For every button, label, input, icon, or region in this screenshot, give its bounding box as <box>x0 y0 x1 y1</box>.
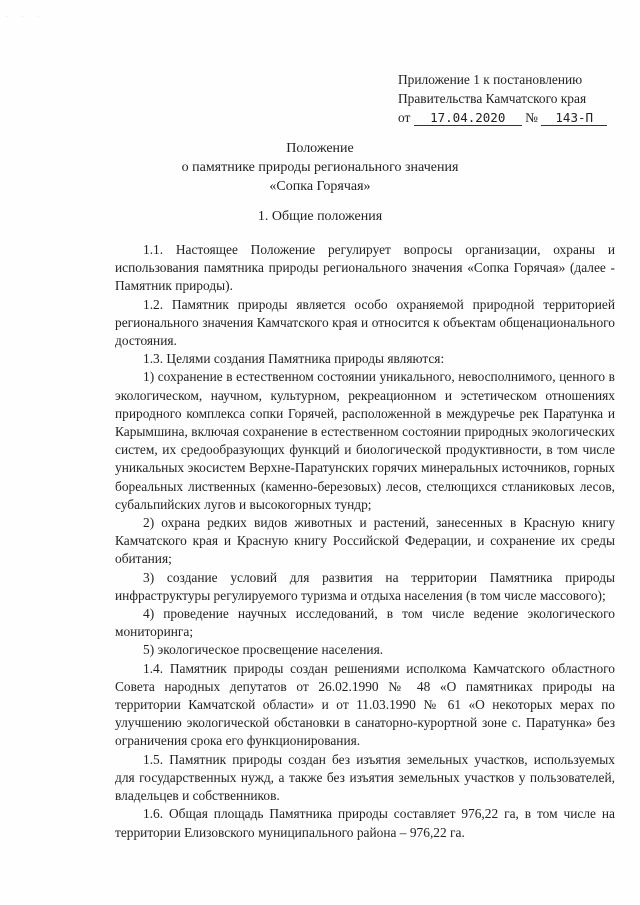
annex-number-label: № <box>525 110 538 125</box>
title-line-1: Положение <box>286 141 354 156</box>
paragraph-1-3-item-2: 2) охрана редких видов животных и растений, занесенных в Красную книгу Камчатского края и Красную книгу Российской Федерации, и сохранение их среды обитания; <box>115 515 615 567</box>
title-line-3: «Сопка Горячая» <box>269 179 371 194</box>
document-body <box>115 241 615 842</box>
annex-date: 17.04.2020 <box>414 111 522 126</box>
annex-line-3 <box>398 108 623 127</box>
annex-from-label: от <box>398 110 411 125</box>
paragraph-1-5: 1.5. Памятник природы создан без изъятия земельных участков, используемых для государственных нужд, а также без изъятия земельных участков у пользователей, владельцев и собственников. <box>115 751 615 804</box>
paragraph-1-1: 1.1. Настоящее Положение регулирует вопросы организации, охраны и использования памятника природы регионального значения «Сопка Горячая» (далее - Памятник природы). <box>115 242 615 294</box>
scan-artifact: · · · <box>6 14 45 20</box>
paragraph-1-4: 1.4. Памятник природы создан решениями исполкома Камчатского областного Совета народных депутатов от 26.02.1990 № 48 «О памятниках природы на территории Камчатской области» и от 11.03.1990 № 61 «О некоторых мерах по улучшению экологической обстановки в санаторно-курортной зоне с. Паратунка» без ограничения срока его функционирования. <box>115 660 615 749</box>
paragraph-1-3-item-3: 3) создание условий для развития на территории Памятника природы инфраструктуры регулируемого туризма и отдыха населения (в том числе массового); <box>115 569 615 603</box>
title-line-2: о памятнике природы регионального значения <box>181 160 459 175</box>
annex-line-1: Приложение 1 к постановлению <box>398 72 583 87</box>
document-title <box>100 139 540 196</box>
paragraph-1-3: 1.3. Целями создания Памятника природы являются: <box>143 351 445 367</box>
paragraph-1-2: 1.2. Памятник природы является особо охраняемой природной территорией регионального значения Камчатского края и относится к объектам общенационального достояния. <box>115 296 615 349</box>
annex-number: 143-П <box>541 111 607 126</box>
section-heading: 1. Общие положения <box>257 209 383 224</box>
paragraph-1-3-item-4: 4) проведение научных исследований, в том числе ведение экологического мониторинга; <box>115 606 615 640</box>
paragraph-1-3-item-5: 5) экологическое просвещение населения. <box>143 642 384 658</box>
annex-header <box>398 70 623 127</box>
paragraph-1-6: 1.6. Общая площадь Памятника природы составляет 976,22 га, в том числе на территории Елизовского муниципального района – 976,22 га. <box>115 806 615 840</box>
paragraph-1-3-item-1: 1) сохранение в естественном состоянии уникального, невосполнимого, ценного в экологическом, научном, культурном, рекреационном и эстетическом отношениях природного комплекса сопки Горячей, расположенной в междуречье рек Паратунка и Карымшина, включая сохранение в естественном состоянии природных экологических систем, их средообразующих функций и биологической продуктивности, в том числе уникальных экосистем Верхне-Паратунских горячих минеральных источников, горных бореальных лиственных (каменно-березовых) лесов, стелющихся стланиковых лесов, субальпийских лугов и высокогорных тундр; <box>115 369 615 512</box>
annex-line-2: Правительства Камчатского края <box>398 91 587 106</box>
